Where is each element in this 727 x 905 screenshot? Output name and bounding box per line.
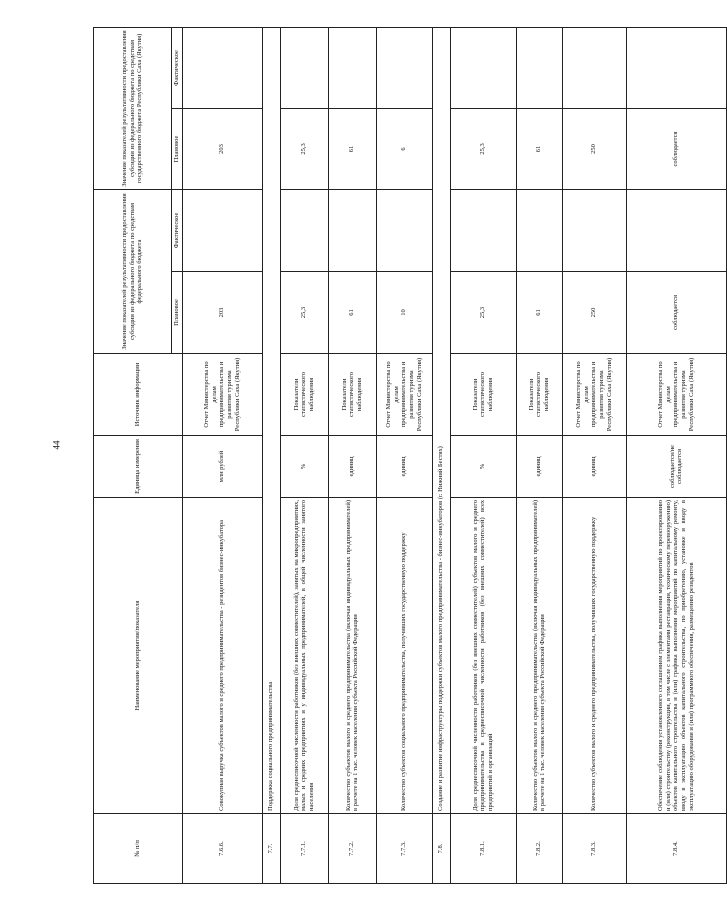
unit-cell: % (280, 436, 328, 498)
row-number-cell: 7.7.2. (328, 814, 376, 884)
indicator-table-container (93, 28, 696, 884)
source-cell: Отчет Министерства по делам предпринимательства и развития туризма Республики Саха (Якутия) (182, 354, 262, 436)
federal-fact-cell (182, 189, 262, 271)
regional-plan-cell: 61 (516, 108, 562, 189)
federal-fact-cell (562, 189, 626, 271)
unit-cell: % (450, 436, 516, 498)
row-number-cell: 7.8. (432, 814, 450, 884)
regional-plan-cell: 25,3 (450, 108, 516, 189)
table-row (516, 27, 562, 883)
header-num: № п/п (94, 814, 183, 884)
table-row (562, 27, 626, 883)
regional-fact-cell (450, 27, 516, 108)
row-number-cell: 7.8.4. (626, 814, 726, 884)
federal-fact-cell (328, 189, 376, 271)
row-number-cell: 7.8.3. (562, 814, 626, 884)
federal-plan-cell: соблюдается (626, 272, 726, 354)
table-body (182, 27, 726, 883)
regional-plan-cell: 61 (328, 108, 376, 189)
source-cell: Показатели статистического наблюдения (280, 354, 328, 436)
header-name: Наименование мероприятия/показателя (94, 498, 183, 814)
group-title-cell: Поддержка социального предпринимательства (262, 27, 280, 813)
page-number: 44 (51, 440, 62, 450)
row-number-cell: 7.8.2. (516, 814, 562, 884)
federal-fact-cell (376, 189, 432, 271)
federal-plan-cell: 203 (182, 272, 262, 354)
header-unit: Единица измерения (94, 436, 183, 498)
federal-plan-cell: 61 (328, 272, 376, 354)
indicator-name-cell: Доля среднесписочной численности работников (без внешних совместителей), занятых на микропредприятиях, малых и средних предприятиях и у индивидуальных предпринимателей, в общей численности занятого населения (280, 498, 328, 814)
table-row (328, 27, 376, 883)
regional-fact-cell (626, 27, 726, 108)
row-number-cell: 7.6.6. (182, 814, 262, 884)
header-federal-fact: Фактическое (172, 189, 183, 271)
regional-fact-cell (376, 27, 432, 108)
federal-plan-cell: 25,3 (280, 272, 328, 354)
row-number-cell: 7.7.3. (376, 814, 432, 884)
source-cell: Показатели статистического наблюдения (328, 354, 376, 436)
regional-plan-cell: 250 (562, 108, 626, 189)
row-number-cell: 7.7.1. (280, 814, 328, 884)
regional-plan-cell: 25,3 (280, 108, 328, 189)
unit-cell: млн рублей (182, 436, 262, 498)
regional-fact-cell (516, 27, 562, 108)
table-group-row (432, 27, 450, 883)
regional-plan-cell: соблюдается (626, 108, 726, 189)
federal-plan-cell: 10 (376, 272, 432, 354)
table-row (376, 27, 432, 883)
table-row (280, 27, 328, 883)
federal-fact-cell (280, 189, 328, 271)
unit-cell: единиц (562, 436, 626, 498)
row-number-cell: 7.8.1. (450, 814, 516, 884)
indicator-name-cell: Количество субъектов малого и среднего предпринимательства, получивших государственную поддержку (562, 498, 626, 814)
indicator-name-cell: Совокупная выручка субъектов малого и среднего предпринимательства - резидентов бизнес-инкубатора (182, 498, 262, 814)
row-number-cell: 7.7. (262, 814, 280, 884)
indicator-name-cell: Количество субъектов малого и среднего предпринимательства (включая индивидуальных предпринимателей) в расчете на 1 тыс. человек населения субъекта Российской Федерации (516, 498, 562, 814)
indicator-name-cell: Обеспечение соблюдения установленного соглашением графика выполнения мероприятий по проектированию и (или) строительству (реконструкции, в том числе с элементами реставрации, техническому перевооружению) объектов капитального строительства и (или) графика выполнения мероприятий по капитальному ремонту, вводу в эксплуатацию объектов капитального строительства, по приобретению, установке и вводу в эксплуатацию оборудования и (или) программного обеспечения, размещению резидентов (626, 498, 726, 814)
source-cell: Отчет Министерства по делам предпринимательства и развития туризма Республики Саха (Якутия) (562, 354, 626, 436)
federal-plan-cell: 25,3 (450, 272, 516, 354)
regional-fact-cell (328, 27, 376, 108)
header-federal-plan: Плановое (172, 272, 183, 354)
indicator-name-cell: Доля среднесписочной численности работников (без внешних совместителей) субъектов малого и среднего предпринимательства в среднесписочной численности работников (без внешних совместителей) всех предприятий и организаций (450, 498, 516, 814)
table-row (626, 27, 726, 883)
source-cell: Отчет Министерства по делам предпринимательства и развития туризма Республики Саха (Якутия) (376, 354, 432, 436)
federal-plan-cell: 250 (562, 272, 626, 354)
regional-plan-cell: 6 (376, 108, 432, 189)
header-source: Источник информации (94, 354, 183, 436)
indicator-table (93, 27, 727, 884)
regional-fact-cell (182, 27, 262, 108)
header-regional-plan: Плановое (172, 108, 183, 189)
federal-fact-cell (626, 189, 726, 271)
source-cell: Показатели статистического наблюдения (516, 354, 562, 436)
indicator-name-cell: Количество субъектов социального предпринимательства, получивших государственную поддержку (376, 498, 432, 814)
unit-cell: единиц (516, 436, 562, 498)
federal-plan-cell: 61 (516, 272, 562, 354)
regional-plan-cell: 203 (182, 108, 262, 189)
unit-cell: единиц (376, 436, 432, 498)
table-row (450, 27, 516, 883)
table-row (182, 27, 262, 883)
federal-fact-cell (516, 189, 562, 271)
unit-cell: соблюдается/не соблюдается (626, 436, 726, 498)
source-cell: Отчет Министерства по делам предпринимательства и развития туризма Республики Саха (Якутия) (626, 354, 726, 436)
group-title-cell: Создание и развитие инфраструктуры поддержки субъектов малого предпринимательства - бизнес-инкубаторов (г. Нижний Бестях) (432, 27, 450, 813)
header-federal-group: Значение показателей результативности предоставления субсидии из федерального бюджета по средствам федерального бюджета (94, 189, 172, 353)
table-group-row (262, 27, 280, 883)
regional-fact-cell (562, 27, 626, 108)
header-regional-group: Значение показателей результативности предоставления субсидии из федерального бюджета по средствам государственного бюджета Республики Саха (Якутия) (94, 27, 172, 189)
regional-fact-cell (280, 27, 328, 108)
federal-fact-cell (450, 189, 516, 271)
unit-cell: единиц (328, 436, 376, 498)
source-cell: Показатели статистического наблюдения (450, 354, 516, 436)
header-regional-fact: Фактическое (172, 27, 183, 108)
indicator-name-cell: Количество субъектов малого и среднего предпринимательства (включая индивидуальных предпринимателей) в расчете на 1 тыс. человек населения субъекта Российской Федерации (328, 498, 376, 814)
